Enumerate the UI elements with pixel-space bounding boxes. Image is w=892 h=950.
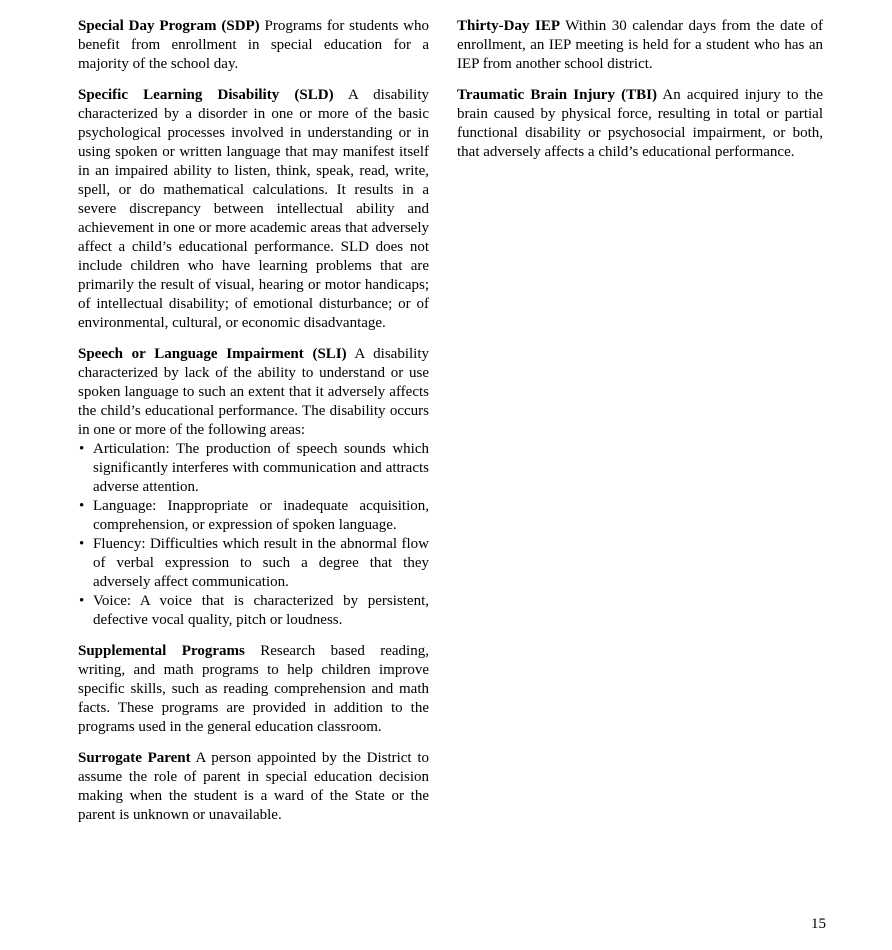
glossary-entry xyxy=(78,17,429,74)
glossary-entry xyxy=(457,86,823,162)
glossary-term: Traumatic Brain Injury (TBI) xyxy=(457,87,658,103)
glossary-term: Thirty-Day IEP xyxy=(457,18,560,34)
glossary-definition: Thirty-Day IEP Within 30 calendar days from the date of enrollment, an IEP meeting is held for a student who has an IEP from another school district. xyxy=(457,18,823,72)
glossary-term: Special Day Program (SDP) xyxy=(78,18,260,34)
bullet-item: • Language: Inappropriate or inadequate acquisition, comprehension, or expression of spoken language. xyxy=(78,497,429,535)
definition-bullet-list xyxy=(78,440,429,630)
glossary-entry xyxy=(457,17,823,74)
glossary-definition: Supplemental Programs Research based reading, writing, and math programs to help children improve specific skills, such as reading comprehension and math facts. These programs are provided in addition to the programs used in the general education classroom. xyxy=(78,643,429,735)
bullet-item: • Voice: A voice that is characterized by persistent, defective vocal quality, pitch or loudness. xyxy=(78,592,429,630)
glossary-definition: Speech or Language Impairment (SLI) A disability characterized by lack of the ability to understand or use spoken language to such an extent that it adversely affects the child’s educational performance. The disability occurs in one or more of the following areas: xyxy=(78,346,429,438)
glossary-term: Speech or Language Impairment (SLI) xyxy=(78,346,347,362)
glossary-term: Surrogate Parent xyxy=(78,750,191,766)
glossary-definition: Specific Learning Disability (SLD) A disability characterized by a disorder in one or more of the basic psychological processes involved in understanding or in using spoken or written language that may manifest itself in an impaired ability to listen, think, speak, read, write, spell, or do mathematical calculations. It results in a severe discrepancy between intellectual ability and achievement in one or more academic areas that adversely affect a child’s educational performance. SLD does not include children who have learning problems that are primarily the result of visual, hearing or motor handicaps; of intellectual disability; of emotional disturbance; or of environmental, cultural, or economic disadvantage. xyxy=(78,87,429,331)
glossary-term: Specific Learning Disability (SLD) xyxy=(78,87,334,103)
bullet-item: • Fluency: Difficulties which result in the abnormal flow of verbal expression to such a degree that they adversely affect communication. xyxy=(78,535,429,592)
page-number: 15 xyxy=(811,916,826,932)
glossary-entry xyxy=(78,86,429,333)
glossary-entry xyxy=(78,345,429,630)
glossary-term: Supplemental Programs xyxy=(78,643,245,659)
glossary-entry xyxy=(78,749,429,825)
left-column xyxy=(78,17,429,837)
bullet-item: • Articulation: The production of speech sounds which significantly interferes with communication and attracts adverse attention. xyxy=(78,440,429,497)
glossary-definition: Surrogate Parent A person appointed by the District to assume the role of parent in special education decision making when the student is a ward of the State or the parent is unknown or unavailable. xyxy=(78,750,429,823)
glossary-definition: Traumatic Brain Injury (TBI) An acquired injury to the brain caused by physical force, resulting in total or partial functional disability or psychosocial impairment, or both, that adversely affects a child’s educational performance. xyxy=(457,87,823,160)
right-column xyxy=(457,17,823,837)
glossary-definition: Special Day Program (SDP) Programs for students who benefit from enrollment in special education for a majority of the school day. xyxy=(78,18,429,72)
glossary-entry xyxy=(78,642,429,737)
